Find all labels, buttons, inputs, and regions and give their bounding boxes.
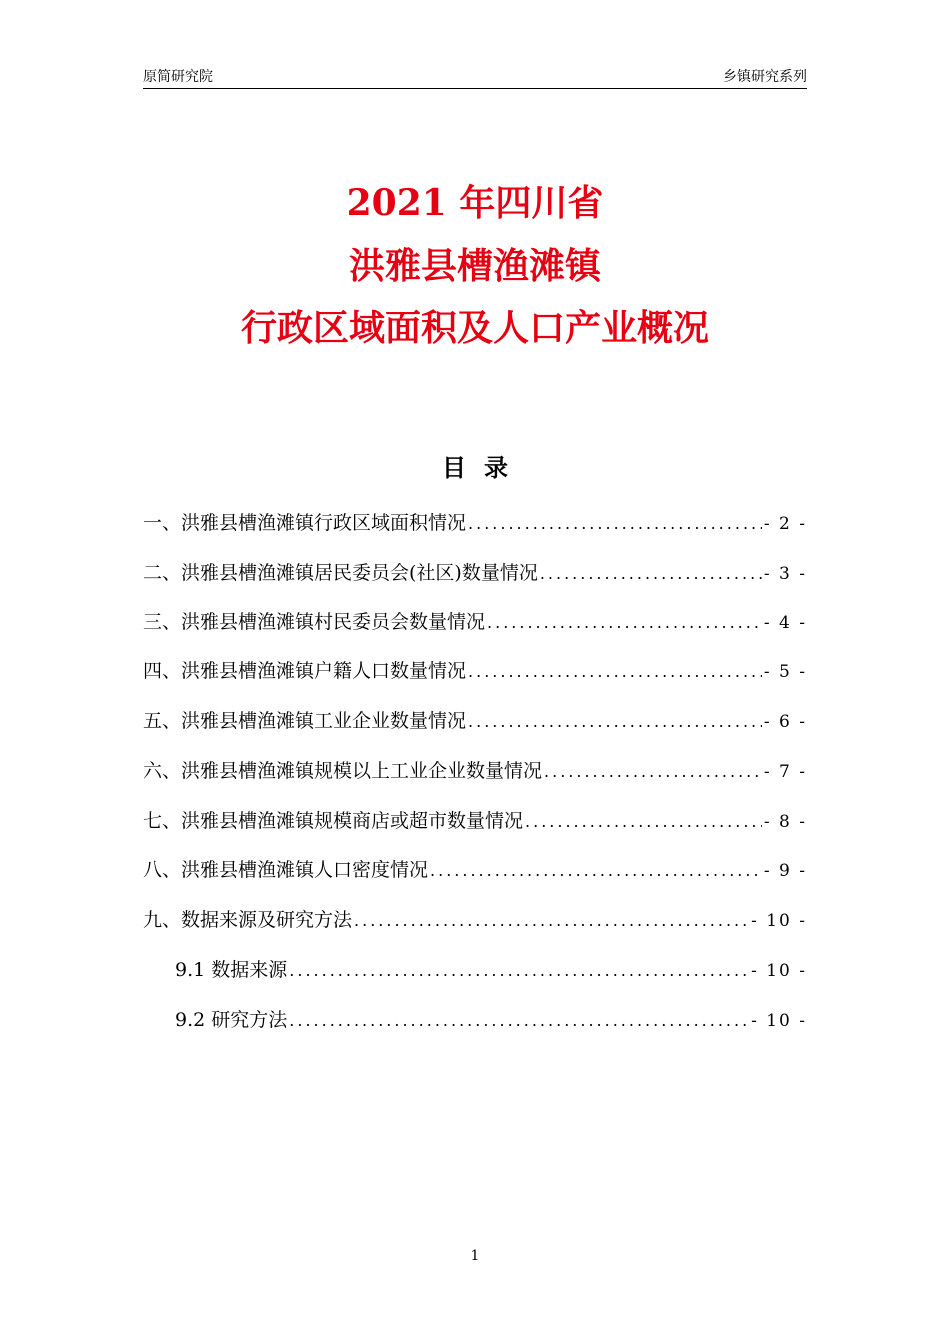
- toc-leader-dots: [289, 956, 749, 986]
- page-number: 1: [470, 1248, 480, 1264]
- toc-leader-dots: [468, 657, 762, 687]
- title-line-2: 洪雅县槽渔滩镇: [348, 246, 601, 287]
- toc-entry-page: - 10 -: [751, 1011, 807, 1031]
- toc-entry-label: 八、洪雅县槽渔滩镇人口密度情况: [143, 859, 429, 881]
- toc-entry-page: - 4 -: [763, 613, 807, 633]
- toc-entry-label: 六、洪雅县槽渔滩镇规模以上工业企业数量情况: [143, 760, 543, 782]
- toc-leader-dots: [487, 608, 762, 638]
- toc-entry-9-1[interactable]: [175, 955, 807, 985]
- toc-entry-9[interactable]: [143, 905, 807, 935]
- toc-entry-label: 二、洪雅县槽渔滩镇居民委员会(社区)数量情况: [143, 562, 538, 584]
- toc-heading: 目录: [442, 454, 526, 482]
- header-left-text: 原简研究院: [143, 69, 213, 85]
- toc-entry-label: 九、数据来源及研究方法: [143, 909, 353, 931]
- toc-entry-label: 五、洪雅县槽渔滩镇工业企业数量情况: [143, 710, 467, 732]
- page-header: [143, 66, 807, 89]
- toc-entry-page: - 6 -: [763, 712, 807, 732]
- toc-leader-dots: [540, 559, 762, 589]
- toc-entry-2[interactable]: [143, 558, 807, 588]
- toc-leader-dots: [430, 856, 762, 886]
- toc-entry-page: - 5 -: [763, 662, 807, 682]
- toc-entry-1[interactable]: [143, 508, 807, 538]
- title-line-1: 2021 年四川省: [346, 182, 604, 224]
- toc-leader-dots: [468, 509, 762, 539]
- toc-entry-label: 一、洪雅县槽渔滩镇行政区域面积情况: [143, 512, 467, 534]
- toc-entry-9-2[interactable]: [175, 1005, 807, 1035]
- toc-entry-label: 9.1 数据来源: [175, 959, 288, 981]
- toc-entry-5[interactable]: [143, 706, 807, 736]
- toc-entry-6[interactable]: [143, 756, 807, 786]
- toc-leader-dots: [354, 906, 749, 936]
- toc-entry-label: 四、洪雅县槽渔滩镇户籍人口数量情况: [143, 660, 467, 682]
- toc-entry-8[interactable]: [143, 855, 807, 885]
- toc-entry-page: - 10 -: [751, 961, 807, 981]
- toc-entry-page: - 10 -: [751, 911, 807, 931]
- toc-entry-page: - 8 -: [763, 812, 807, 832]
- toc-entry-page: - 7 -: [763, 762, 807, 782]
- toc-entry-label: 三、洪雅县槽渔滩镇村民委员会数量情况: [143, 611, 486, 633]
- toc-entry-page: - 2 -: [763, 514, 807, 534]
- toc-entry-label: 9.2 研究方法: [175, 1009, 288, 1031]
- toc-leader-dots: [468, 707, 762, 737]
- toc-entry-7[interactable]: [143, 806, 807, 836]
- toc-entry-page: - 9 -: [763, 861, 807, 881]
- toc-leader-dots: [525, 807, 762, 837]
- toc-entry-3[interactable]: [143, 607, 807, 637]
- toc-entry-4[interactable]: [143, 656, 807, 686]
- toc-leader-dots: [289, 1006, 749, 1036]
- header-right-text: 乡镇研究系列: [723, 69, 807, 85]
- title-line-3: 行政区域面积及人口产业概况: [240, 308, 709, 349]
- toc-entry-label: 七、洪雅县槽渔滩镇规模商店或超市数量情况: [143, 810, 524, 832]
- toc-leader-dots: [544, 757, 762, 787]
- toc-entry-page: - 3 -: [763, 564, 807, 584]
